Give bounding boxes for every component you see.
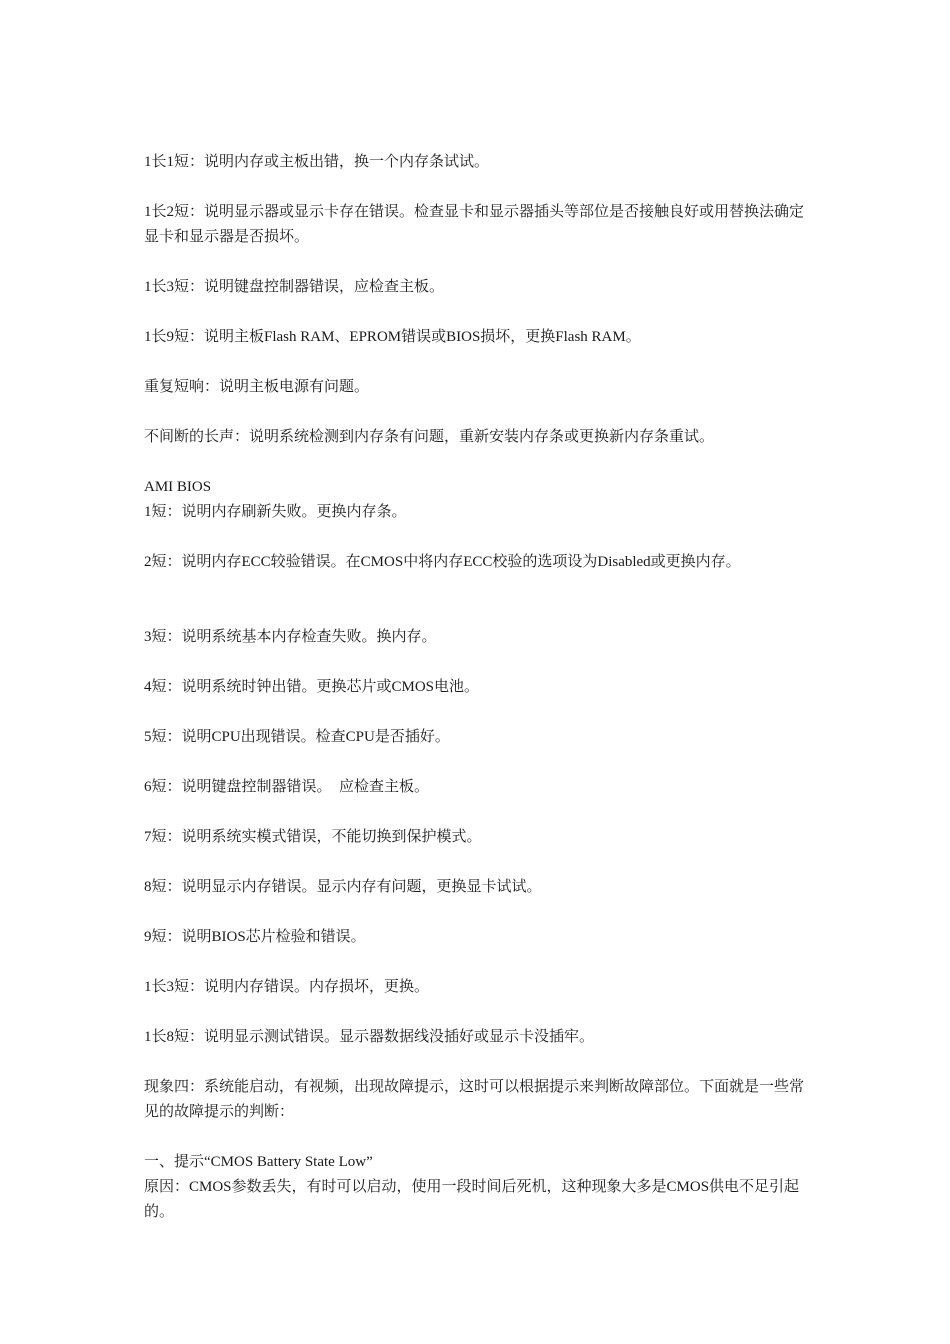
paragraph-ami-8short: 8短：说明显示内存错误。显示内存有问题，更换显卡试试。 bbox=[144, 879, 542, 895]
section-heading-ami-bios: AMI BIOS bbox=[144, 479, 212, 495]
paragraph-ami-9short: 9短：说明BIOS芯片检验和错误。 bbox=[144, 929, 366, 945]
paragraph-ami-4short: 4短：说明系统时钟出错。更换芯片或CMOS电池。 bbox=[144, 679, 480, 695]
paragraph-1long-1short: 1长1短：说明内存或主板出错，换一个内存条试试。 bbox=[144, 154, 490, 170]
paragraph-1long-2short: 1长2短：说明显示器或显示卡存在错误。检查显卡和显示器插头等部位是否接触良好或用替换法确定显卡和显示器是否损坏。 bbox=[144, 204, 805, 245]
document-body bbox=[144, 150, 809, 1250]
paragraph-ami-3short: 3短：说明系统基本内存检查失败。换内存。 bbox=[144, 629, 437, 645]
paragraph-ami-1short: 1短：说明内存刷新失败。更换内存条。 bbox=[144, 504, 407, 520]
paragraph-cmos-cause: 原因：CMOS参数丢失，有时可以启动，使用一段时间后死机，这种现象大多是CMOS供电不足引起的。 bbox=[144, 1179, 800, 1220]
paragraph-continuous-long: 不间断的长声：说明系统检测到内存条有问题，重新安装内存条或更换新内存条重试。 bbox=[144, 429, 715, 445]
paragraph-ami-6short: 6短：说明键盘控制器错误。 应检查主板。 bbox=[144, 779, 430, 795]
paragraph-ami-1long-8short: 1长8短：说明显示测试错误。显示器数据线没插好或显示卡没插牢。 bbox=[144, 1029, 595, 1045]
paragraph-repeat-short: 重复短响：说明主板电源有问题。 bbox=[144, 379, 370, 395]
heading-cmos-battery-low: 一、提示“CMOS Battery State Low” bbox=[144, 1154, 373, 1170]
paragraph-1long-3short: 1长3短：说明键盘控制器错误，应检查主板。 bbox=[144, 279, 445, 295]
paragraph-ami-5short: 5短：说明CPU出现错误。检查CPU是否插好。 bbox=[144, 729, 450, 745]
paragraph-ami-2short: 2短：说明内存ECC较验错误。在CMOS中将内存ECC校验的选项设为Disabled或更换内存。 bbox=[144, 554, 741, 570]
paragraph-ami-1long-3short: 1长3短：说明内存错误。内存损坏，更换。 bbox=[144, 979, 430, 995]
paragraph-ami-7short: 7短：说明系统实模式错误，不能切换到保护模式。 bbox=[144, 829, 482, 845]
paragraph-1long-9short: 1长9短：说明主板Flash RAM、EPROM错误或BIOS损坏，更换Flash RAM。 bbox=[144, 329, 641, 345]
paragraph-phenomenon-four: 现象四：系统能启动，有视频，出现故障提示，这时可以根据提示来判断故障部位。下面就是一些常见的故障提示的判断： bbox=[144, 1079, 805, 1120]
